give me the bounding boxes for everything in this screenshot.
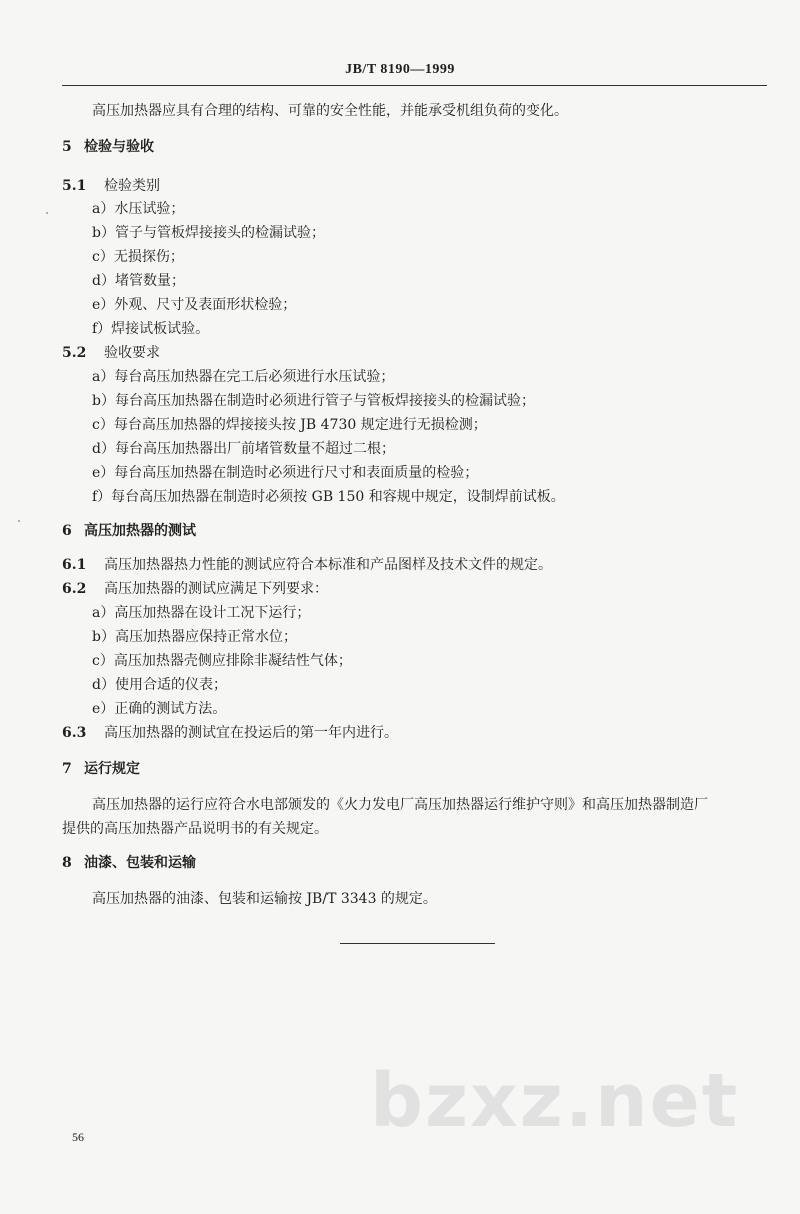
list-item: c）高压加热器壳侧应排除非凝结性气体； (92, 653, 352, 669)
list-item: e）每台高压加热器在制造时必须进行尺寸和表面质量的检验； (92, 465, 479, 481)
list-item: e）正确的测试方法。 (92, 701, 227, 717)
section-6-1-number: 6.1 (62, 557, 87, 573)
section-7-number: 7 (62, 761, 72, 777)
list-item: a）每台高压加热器在完工后必须进行水压试验； (92, 369, 395, 385)
list-item: f）焊接试板试验。 (92, 321, 210, 337)
list-item: e）外观、尺寸及表面形状检验； (92, 297, 297, 313)
list-item: b）管子与管板焊接接头的检漏试验； (92, 225, 325, 241)
list-item: d）使用合适的仪表； (92, 677, 227, 693)
list-item: a）水压试验； (92, 201, 185, 217)
paragraph-line: 提供的高压加热器产品说明书的有关规定。 (62, 821, 328, 837)
section-5-2-title: 验收要求 (104, 345, 160, 361)
list-item: b）每台高压加热器在制造时必须进行管子与管板焊接接头的检漏试验； (92, 393, 535, 409)
section-6-3-number: 6.3 (62, 725, 87, 741)
section-8-number: 8 (62, 855, 72, 871)
section-5-title: 检验与验收 (84, 139, 154, 155)
section-6-2-text: 高压加热器的测试应满足下列要求： (104, 581, 328, 597)
standard-number: JB/T 8190—1999 (345, 62, 455, 77)
section-6-1-text: 高压加热器热力性能的测试应符合本标准和产品图样及技术文件的规定。 (104, 557, 552, 573)
list-item: f）每台高压加热器在制造时必须按 GB 150 和容规中规定，设制焊前试板。 (92, 489, 565, 505)
section-8-text: 高压加热器的油漆、包装和运输按 JB/T 3343 的规定。 (92, 891, 437, 907)
list-item: a）高压加热器在设计工况下运行； (92, 605, 311, 621)
intro-paragraph: 高压加热器应具有合理的结构、可靠的安全性能，并能承受机组负荷的变化。 (92, 103, 568, 119)
section-6-3-text: 高压加热器的测试宜在投运后的第一年内进行。 (104, 725, 398, 741)
section-5-1-title: 检验类别 (104, 178, 160, 194)
scan-speck (46, 212, 48, 214)
paragraph-line: 高压加热器的运行应符合水电部颁发的《火力发电厂高压加热器运行维护守则》和高压加热器制造厂 (92, 797, 708, 813)
watermark: bzxz.net (370, 1058, 740, 1144)
section-6-number: 6 (62, 523, 72, 539)
section-7-title: 运行规定 (84, 761, 140, 777)
scan-speck (18, 520, 20, 522)
section-6-2-number: 6.2 (62, 581, 87, 597)
section-8-title: 油漆、包装和运输 (84, 855, 196, 871)
section-5-2-number: 5.2 (62, 345, 87, 361)
section-5-1-number: 5.1 (62, 178, 87, 194)
list-item: d）每台高压加热器出厂前堵管数量不超过二根； (92, 441, 395, 457)
page-number: 56 (72, 1130, 84, 1144)
list-item: c）每台高压加热器的焊接接头按 JB 4730 规定进行无损检测； (92, 417, 487, 433)
section-5-number: 5 (62, 139, 72, 155)
list-item: d）堵管数量； (92, 273, 185, 289)
end-rule (340, 943, 495, 944)
section-6-title: 高压加热器的测试 (84, 523, 196, 539)
list-item: c）无损探伤； (92, 249, 184, 265)
header-rule (62, 85, 767, 86)
list-item: b）高压加热器应保持正常水位； (92, 629, 297, 645)
